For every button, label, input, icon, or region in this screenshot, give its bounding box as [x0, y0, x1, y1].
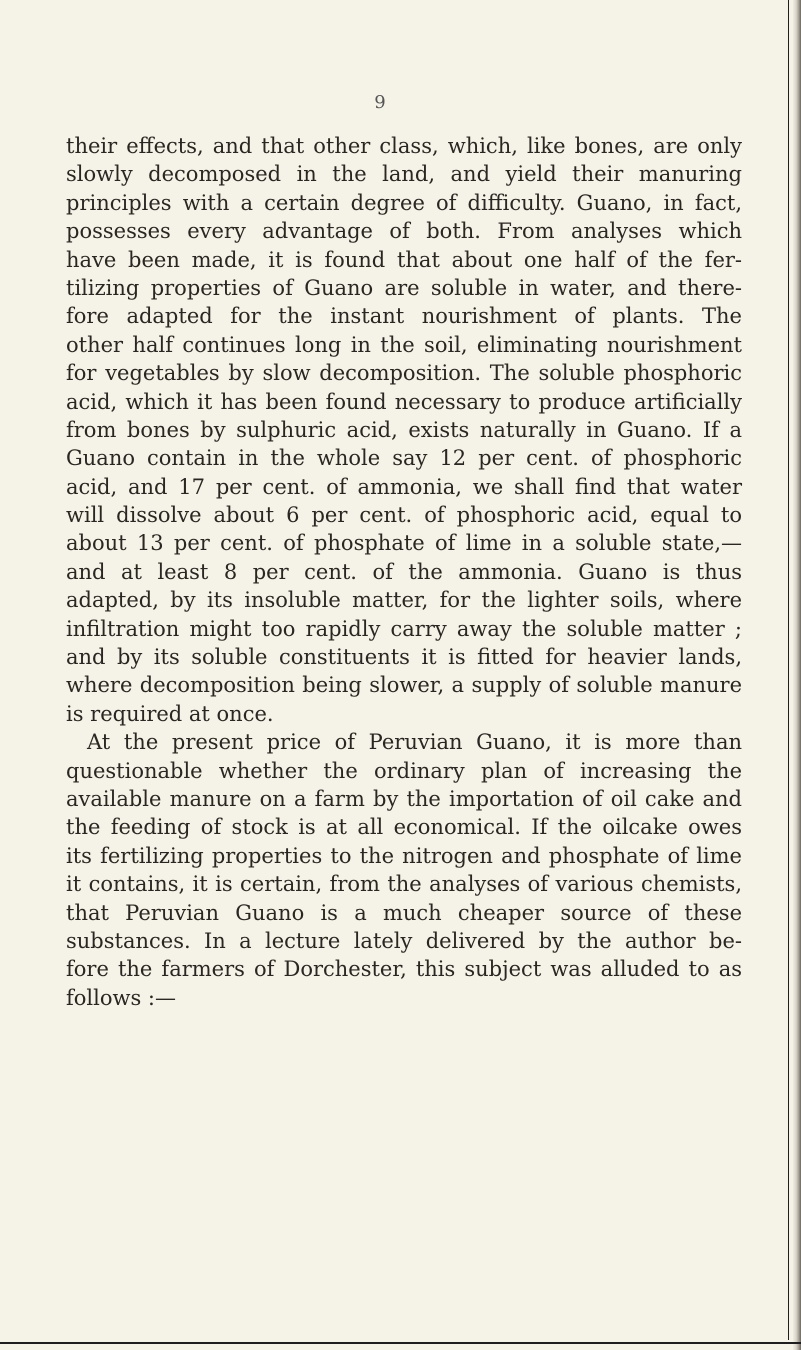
- text-line: At the present price of Peruvian Guano, it is more than: [87, 730, 742, 755]
- text-line: acid, which it has been found necessary to produce artificially: [66, 389, 742, 414]
- text-line: will dissolve about 6 per cent. of phosphoric acid, equal to: [66, 503, 742, 528]
- page-number: 9: [374, 92, 386, 113]
- text-line: from bones by sulphuric acid, exists naturally in Guano. If a: [66, 417, 742, 442]
- text-line: questionable whether the ordinary plan of increasing the: [66, 758, 742, 783]
- text-line: follows :—: [66, 985, 176, 1010]
- text-line: available manure on a farm by the importation of oil cake and: [66, 786, 742, 811]
- text-line: substances. In a lecture lately delivered by the author be-: [66, 928, 742, 953]
- text-line: other half continues long in the soil, eliminating nourishment: [66, 332, 742, 357]
- text-line: slowly decomposed in the land, and yield their manuring: [66, 162, 742, 187]
- text-line: it contains, it is certain, from the analyses of various chemists,: [66, 872, 742, 897]
- body-text: [66, 132, 742, 1012]
- text-line: fore adapted for the instant nourishment of plants. The: [66, 304, 742, 329]
- page-edge-shadow: [793, 0, 801, 1350]
- text-line: that Peruvian Guano is a much cheaper source of these: [66, 900, 742, 925]
- page-edge-rule: [788, 0, 789, 1340]
- text-line: where decomposition being slower, a supply of soluble manure: [66, 673, 742, 698]
- text-line: tilizing properties of Guano are soluble in water, and there-: [66, 275, 742, 300]
- text-line: is required at once.: [66, 701, 274, 726]
- text-line: have been made, it is found that about one half of the fer-: [66, 247, 742, 272]
- text-line: infiltration might too rapidly carry away the soluble matter ;: [66, 616, 742, 641]
- text-line: fore the farmers of Dorchester, this subject was alluded to as: [66, 957, 742, 982]
- text-line: Guano contain in the whole say 12 per cent. of phosphoric: [66, 446, 742, 471]
- text-line: principles with a certain degree of difficulty. Guano, in fact,: [66, 190, 742, 215]
- text-line: the feeding of stock is at all economical. If the oilcake owes: [66, 815, 742, 840]
- text-line: possesses every advantage of both. From analyses which: [66, 219, 742, 244]
- bottom-edge-rule: [0, 1342, 801, 1344]
- text-line: and by its soluble constituents it is fitted for heavier lands,: [66, 645, 742, 670]
- text-line: adapted, by its insoluble matter, for the lighter soils, where: [66, 588, 742, 613]
- text-line: acid, and 17 per cent. of ammonia, we shall find that water: [66, 474, 742, 499]
- text-line: about 13 per cent. of phosphate of lime in a soluble state,—: [66, 531, 742, 556]
- text-line: its fertilizing properties to the nitrogen and phosphate of lime: [66, 843, 742, 868]
- text-line: their effects, and that other class, which, like bones, are only: [66, 134, 742, 158]
- text-line: for vegetables by slow decomposition. The soluble phosphoric: [66, 361, 742, 386]
- text-line: and at least 8 per cent. of the ammonia. Guano is thus: [66, 559, 742, 584]
